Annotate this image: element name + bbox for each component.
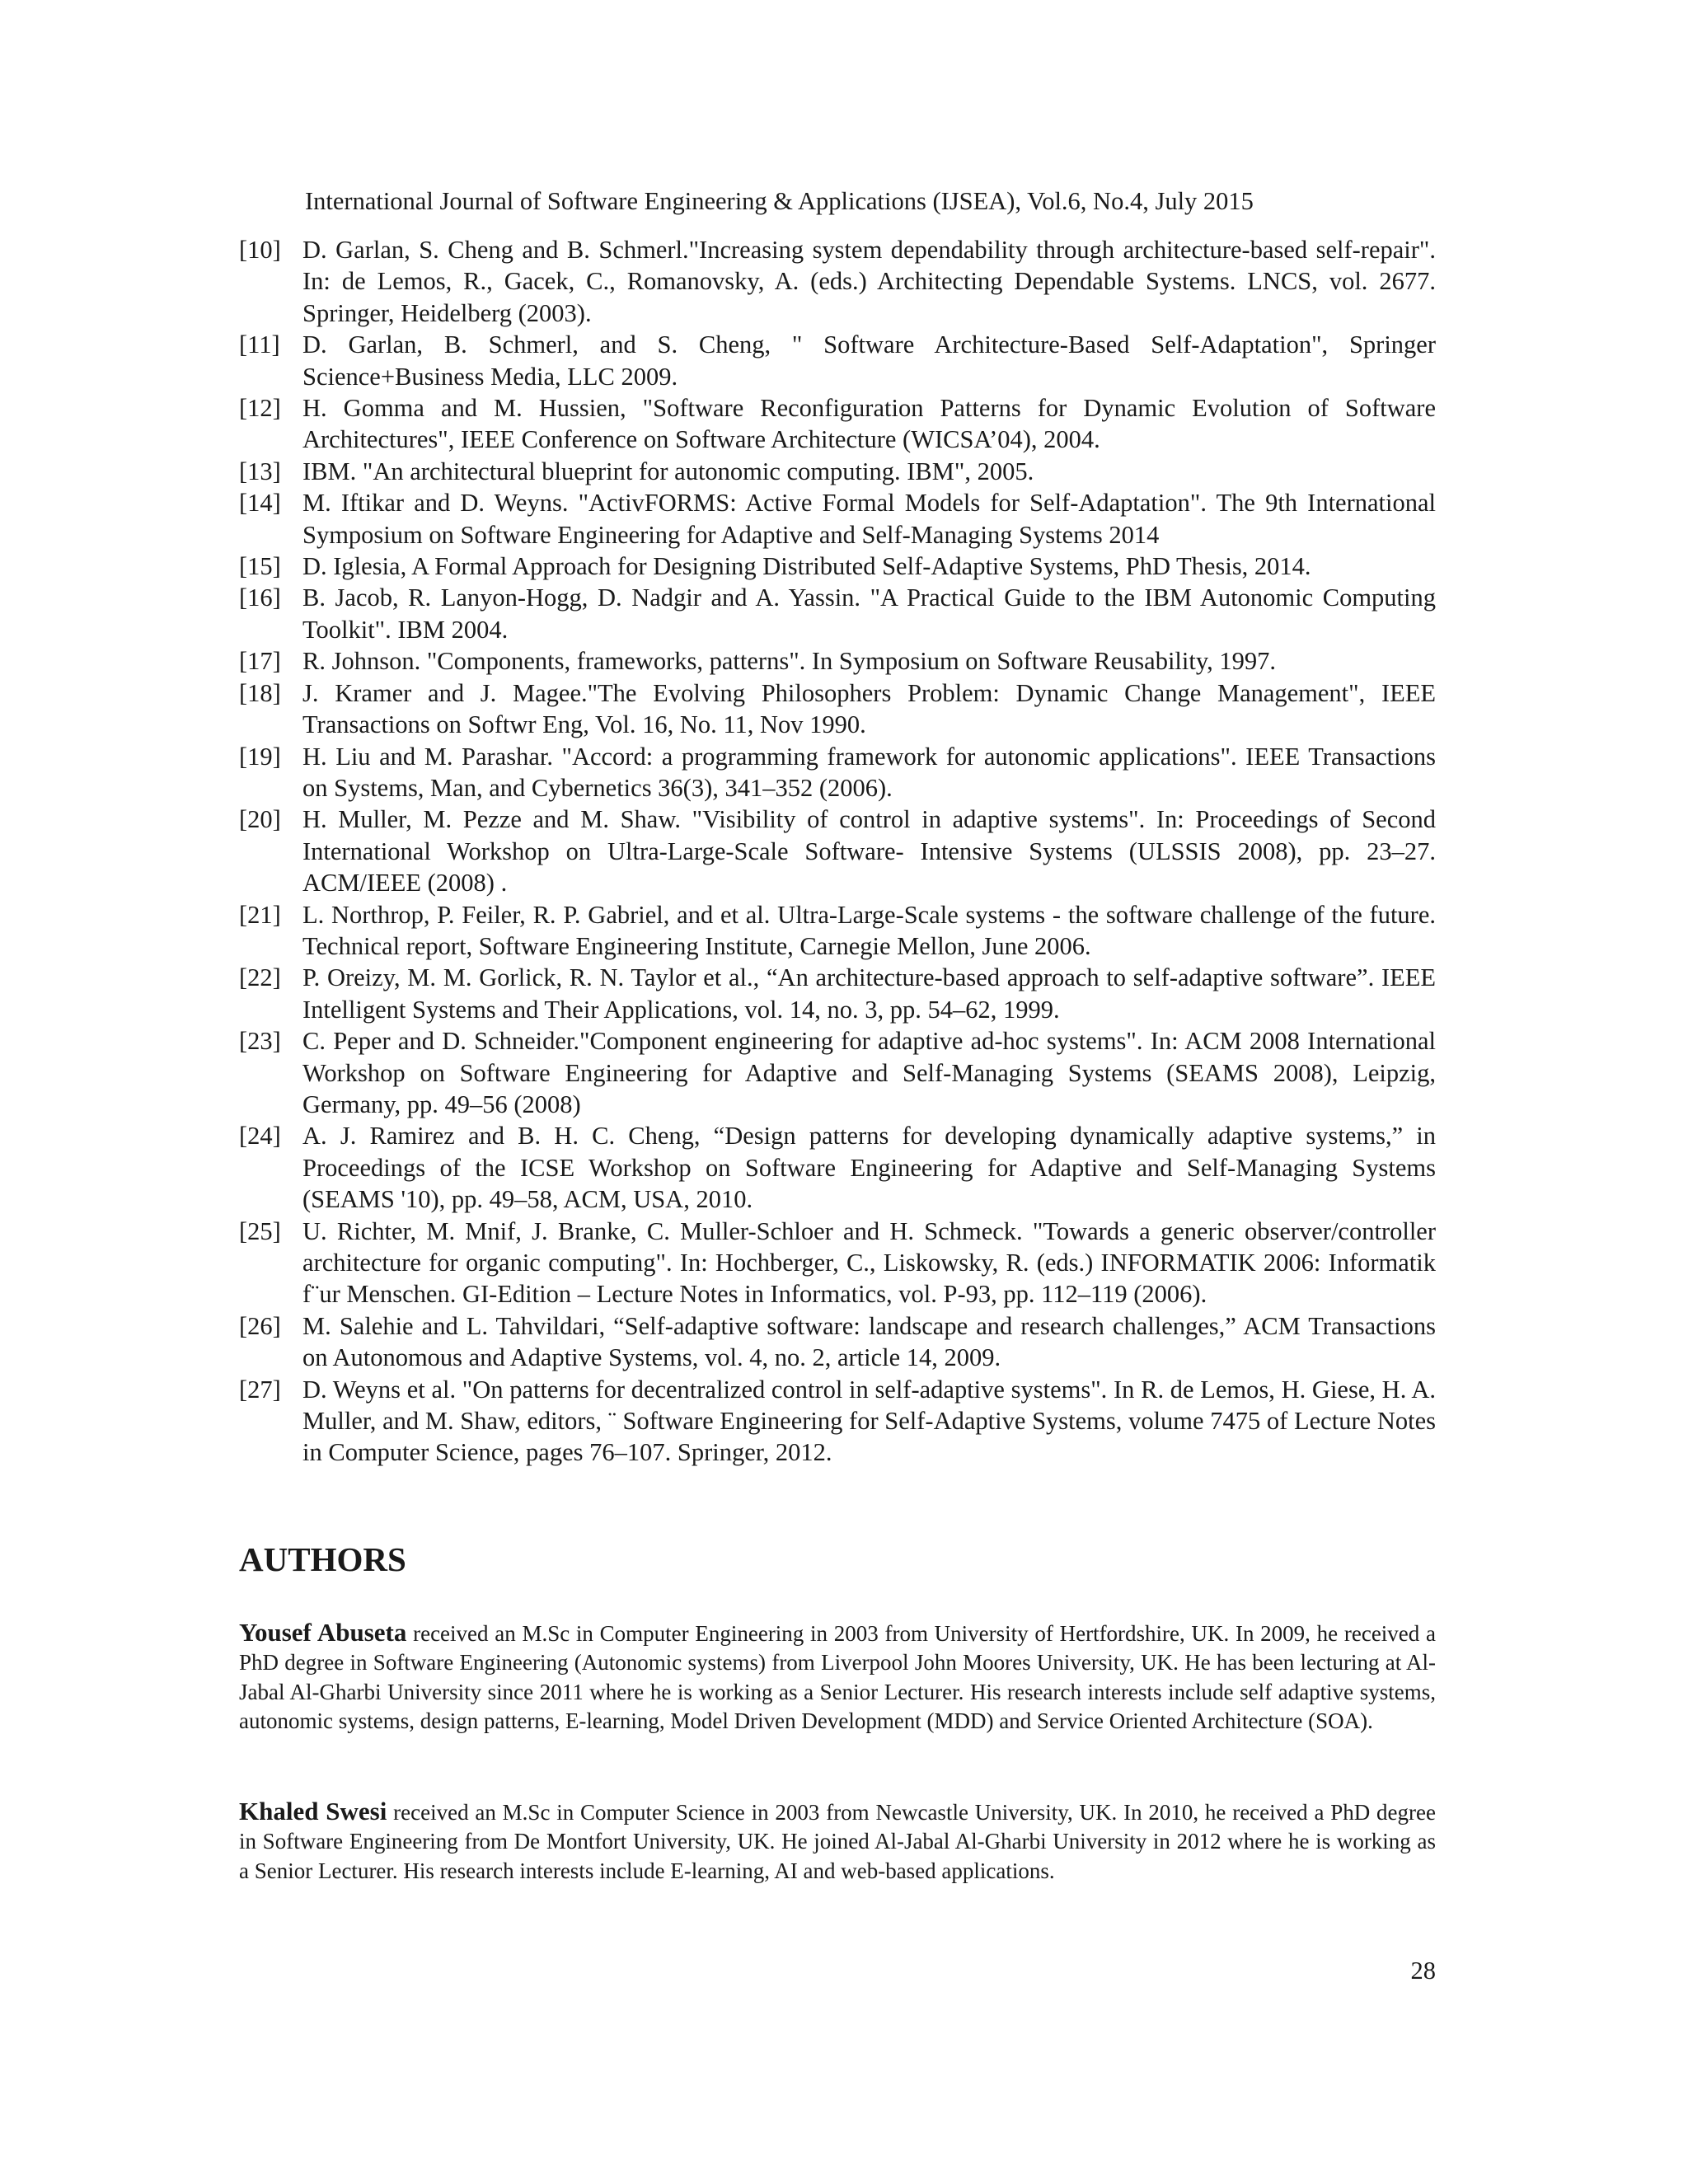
reference-item	[239, 804, 1436, 898]
reference-number: [18]	[239, 678, 281, 707]
reference-text: C. Peper and D. Schneider."Component engineering for adaptive ad-hoc systems". In: ACM 2008 International Workshop on Software Engineering for Adaptive and Self-Managing Systems (SEAMS 2008), Leipzig, Germany, pp. 49–56 (2008)	[302, 1027, 1436, 1118]
page-number: 28	[1410, 1957, 1436, 1985]
reference-text: B. Jacob, R. Lanyon-Hogg, D. Nadgir and A. Yassin. "A Practical Guide to the IBM Autonomic Computing Toolkit". IBM 2004.	[302, 583, 1436, 644]
reference-number: [24]	[239, 1122, 281, 1151]
reference-item	[239, 487, 1436, 551]
reference-item	[239, 551, 1436, 582]
reference-text: L. Northrop, P. Feiler, R. P. Gabriel, and et al. Ultra-Large-Scale systems - the software challenge of the future. Technical report, Software Engineering Institute, Carnegie Mellon, June 2006.	[302, 900, 1436, 960]
author-name: Yousef Abuseta	[239, 1618, 407, 1647]
reference-item	[239, 645, 1436, 677]
reference-item	[239, 1120, 1436, 1215]
reference-text: P. Oreizy, M. M. Gorlick, R. N. Taylor et al., “An architecture-based approach to self-adaptive software”. IEEE Intelligent Systems and Their Applications, vol. 14, no. 3, pp. 54–62, 1999.	[302, 963, 1436, 1024]
reference-text: A. J. Ramirez and B. H. C. Cheng, “Design patterns for developing dynamically adaptive systems,” in Proceedings of the ICSE Workshop on Software Engineering for Adaptive and Self-Managing Systems (SEAMS '10), pp. 49–58, ACM, USA, 2010.	[302, 1122, 1436, 1214]
reference-item	[239, 962, 1436, 1025]
reference-text: D. Iglesia, A Formal Approach for Designing Distributed Self-Adaptive Systems, PhD Thesis, 2014.	[302, 552, 1311, 581]
reference-text: D. Garlan, B. Schmerl, and S. Cheng, " Software Architecture-Based Self-Adaptation", Springer Science+Business Media, LLC 2009.	[302, 330, 1436, 391]
reference-number: [16]	[239, 583, 281, 612]
reference-number: [22]	[239, 963, 281, 992]
reference-item	[239, 1216, 1436, 1310]
reference-text: H. Muller, M. Pezze and M. Shaw. "Visibility of control in adaptive systems". In: Proceedings of Second International Workshop on Ultra-Large-Scale Software- Intensive Systems (ULSSIS 2008), pp. 23–27. ACM/IEEE (2008) .	[302, 805, 1436, 898]
author-bio-text: received an M.Sc in Computer Engineering in 2003 from University of Hertfordshire, UK. In 2009, he received a PhD degree in Software Engineering (Autonomic systems) from Liverpool John Moores University, UK. He has been lecturing at Al-Jabal Al-Gharbi University since 2011 where he is working as a Senior Lecturer. His research interests include self adaptive systems, autonomic systems, design patterns, E-learning, Model Driven Development (MDD) and Service Oriented Architecture (SOA).	[239, 1621, 1436, 1734]
reference-number: [14]	[239, 489, 281, 518]
reference-number: [19]	[239, 742, 281, 771]
author-bio	[239, 1797, 1436, 1886]
reference-text: R. Johnson. "Components, frameworks, patterns". In Symposium on Software Reusability, 1997.	[302, 647, 1276, 676]
reference-item	[239, 329, 1436, 392]
reference-number: [13]	[239, 457, 281, 485]
author-name: Khaled Swesi	[239, 1797, 387, 1825]
authors-heading: AUTHORS	[239, 1540, 406, 1578]
reference-list	[239, 234, 1436, 1469]
reference-item	[239, 899, 1436, 963]
reference-item	[239, 1374, 1436, 1469]
reference-item	[239, 234, 1436, 329]
reference-number: [25]	[239, 1216, 281, 1245]
reference-item	[239, 456, 1436, 487]
reference-number: [10]	[239, 236, 281, 264]
reference-number: [21]	[239, 900, 281, 929]
reference-text: D. Garlan, S. Cheng and B. Schmerl."Increasing system dependability through architecture-based self-repair". In: de Lemos, R., Gacek, C., Romanovsky, A. (eds.) Architecting Dependable Systems. LNCS, vol. 2677. Springer, Heidelberg (2003).	[302, 236, 1436, 327]
reference-number: [23]	[239, 1027, 281, 1056]
reference-text: D. Weyns et al. "On patterns for decentralized control in self-adaptive systems". In R. de Lemos, H. Giese, H. A. Muller, and M. Shaw, editors, ¨ Software Engineering for Self-Adaptive Systems, volume 7475 of Lecture Notes in Computer Science, pages 76–107. Springer, 2012.	[302, 1375, 1436, 1467]
reference-item	[239, 1310, 1436, 1374]
reference-item	[239, 392, 1436, 456]
reference-number: [26]	[239, 1311, 281, 1340]
reference-number: [11]	[239, 330, 280, 359]
reference-text: H. Gomma and M. Hussien, "Software Reconfiguration Patterns for Dynamic Evolution of Software Architectures", IEEE Conference on Software Architecture (WICSA’04), 2004.	[302, 394, 1436, 454]
reference-text: J. Kramer and J. Magee."The Evolving Philosophers Problem: Dynamic Change Management", IEEE Transactions on Softwr Eng, Vol. 16, No. 11, Nov 1990.	[302, 678, 1436, 739]
author-bio	[239, 1618, 1436, 1736]
reference-number: [20]	[239, 805, 281, 834]
reference-number: [17]	[239, 647, 281, 676]
reference-text: M. Salehie and L. Tahvildari, “Self-adaptive software: landscape and research challenges,” ACM Transactions on Autonomous and Adaptive Systems, vol. 4, no. 2, article 14, 2009.	[302, 1311, 1436, 1372]
reference-item	[239, 582, 1436, 645]
reference-text: M. Iftikar and D. Weyns. "ActivFORMS: Active Formal Models for Self-Adaptation". The 9th International Symposium on Software Engineering for Adaptive and Self-Managing Systems 2014	[302, 489, 1436, 549]
reference-number: [12]	[239, 394, 281, 423]
reference-item	[239, 741, 1436, 804]
reference-text: H. Liu and M. Parashar. "Accord: a programming framework for autonomic applications". IEEE Transactions on Systems, Man, and Cybernetics 36(3), 341–352 (2006).	[302, 742, 1436, 802]
reference-item	[239, 1025, 1436, 1120]
reference-number: [27]	[239, 1375, 281, 1404]
reference-text: IBM. "An architectural blueprint for autonomic computing. IBM", 2005.	[302, 457, 1034, 485]
reference-item	[239, 677, 1436, 741]
running-header: International Journal of Software Engineering & Applications (IJSEA), Vol.6, No.4, July 2015	[305, 187, 1254, 215]
reference-text: U. Richter, M. Mnif, J. Branke, C. Muller-Schloer and H. Schmeck. "Towards a generic observer/controller architecture for organic computing". In: Hochberger, C., Liskowsky, R. (eds.) INFORMATIK 2006: Informatik f¨ur Menschen. GI-Edition – Lecture Notes in Informatics, vol. P-93, pp. 112–119 (2006).	[302, 1216, 1436, 1309]
reference-number: [15]	[239, 552, 281, 581]
author-bio-text: received an M.Sc in Computer Science in 2003 from Newcastle University, UK. In 2010, he received a PhD degree in Software Engineering from De Montfort University, UK. He joined Al-Jabal Al-Gharbi University in 2012 where he is working as a Senior Lecturer. His research interests include E-learning, AI and web-based applications.	[239, 1800, 1436, 1883]
